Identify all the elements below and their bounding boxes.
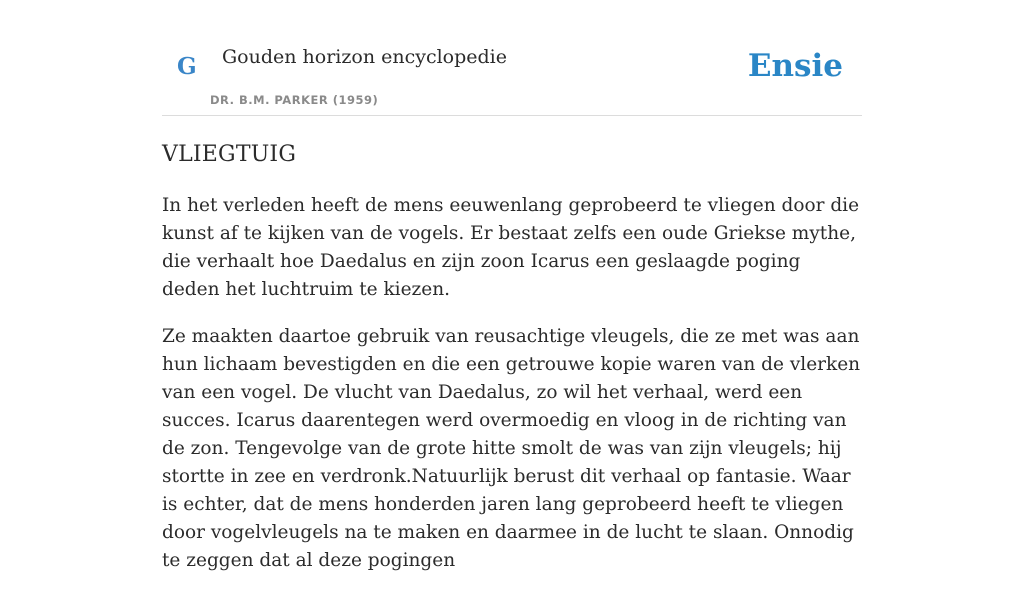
site-header (162, 0, 862, 116)
author-line: DR. B.M. PARKER (1959) (210, 93, 379, 107)
entry-body (162, 192, 862, 594)
encyclopedia-title[interactable]: Gouden horizon encyclopedie (222, 46, 507, 68)
ensie-brand-link[interactable]: Ensie (747, 48, 843, 84)
page-container (162, 0, 862, 571)
body-paragraph: Ze maakten daartoe gebruik van reusachtige vleugels, die ze met was aan hun lichaam bevestigden en die een getrouwe kopie waren van de vlerken van een vogel. De vlucht van Daedalus, zo wil het verhaal, werd een succes. Icarus daarentegen werd overmoedig en vloog in de richting van de zon. Tengevolge van de grote hitte smolt de was van zijn vleugels; hij stortte in zee en verdronk.Natuurlijk berust dit verhaal op fantasie. Waar is echter, dat de mens honderden jaren lang geprobeerd heeft te vliegen door vogelvleugels na te maken en daarmee in de lucht te slaan. Onnodig te zeggen dat al deze pogingen (162, 326, 861, 571)
encyclopedia-logo[interactable]: G (177, 53, 197, 80)
body-paragraph: In het verleden heeft de mens eeuwenlang geprobeerd te vliegen door die kunst af te kijken van de vogels. Er bestaat zelfs een oude Griekse mythe, die verhaalt hoe Daedalus en zijn zoon Icarus een geslaagde poging deden het luchtruim te kiezen. (162, 195, 860, 300)
entry-title: VLIEGTUIG (162, 142, 297, 167)
